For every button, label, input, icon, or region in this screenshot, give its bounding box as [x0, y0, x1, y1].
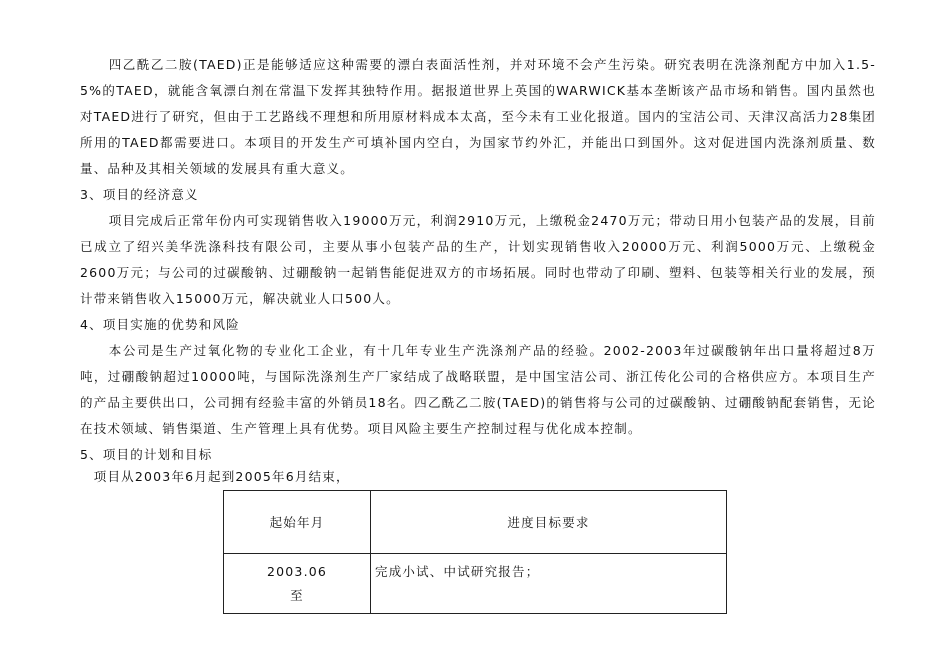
header-start-date: 起始年月: [224, 491, 371, 554]
section-5-heading: 5、项目的计划和目标: [80, 447, 213, 462]
table-row: [224, 554, 727, 614]
header-progress-goal: 进度目标要求: [371, 491, 727, 554]
date-start: 2003.06: [266, 564, 328, 579]
schedule-table: [223, 490, 727, 614]
date-separator: 至: [290, 588, 304, 603]
table-header-row: [224, 491, 727, 554]
section-4-heading: 4、项目实施的优势和风险: [80, 317, 240, 332]
section-5-paragraph: 项目从2003年6月起到2005年6月结束，: [93, 469, 350, 484]
section-3-paragraph: 项目完成后正常年份内可实现销售收入19000万元，利润2910万元，上缴税金2470万元；带动日用小包装产品的发展，目前已成立了绍兴美华洗涤科技有限公司，主要从事小包装产品的生产，计划实现销售收入20000万元、利润5000万元、上缴税金2600万元；与公司的过碳酸钠、过硼酸钠一起销售能促进双方的市场拓展。同时也带动了印刷、塑料、包装等相关行业的发展，预计带来销售收入15000万元，解决就业人口500人。: [80, 213, 876, 306]
section-4-paragraph: 本公司是生产过氧化物的专业化工企业，有十几年专业生产洗涤剂产品的经验。2002-2003年过碳酸钠年出口量将超过8万吨，过硼酸钠超过10000吨，与国际洗涤剂生产厂家结成了战略联盟，是中国宝洁公司、浙江传化公司的合格供应方。本项目生产的产品主要供出口，公司拥有经验丰富的外销员18名。四乙酰乙二胺(TAED)的销售将与公司的过碳酸钠、过硼酸钠配套销售，无论在技术领域、销售渠道、生产管理上具有优势。项目风险主要生产控制过程与优化成本控制。: [80, 343, 876, 436]
table-cell-date: [224, 554, 371, 614]
section-3-heading: 3、项目的经济意义: [80, 187, 199, 202]
table-cell-goal: 完成小试、中试研究报告；: [371, 554, 727, 614]
intro-paragraph: 四乙酰乙二胺(TAED)正是能够适应这种需要的漂白表面活性剂，并对环境不会产生污染。研究表明在洗涤剂配方中加入1.5-5%的TAED，就能含氧漂白剂在常温下发挥其独特作用。据报道世界上英国的WARWICK基本垄断该产品市场和销售。国内虽然也对TAED进行了研究，但由于工艺路线不理想和所用原材料成本太高，至今未有工业化报道。国内的宝洁公司、天津汉高活力28集团所用的TAED都需要进口。本项目的开发生产可填补国内空白，为国家节约外汇，并能出口到国外。这对促进国内洗涤剂质量、数量、品种及其相关领域的发展具有重大意义。: [80, 57, 876, 176]
